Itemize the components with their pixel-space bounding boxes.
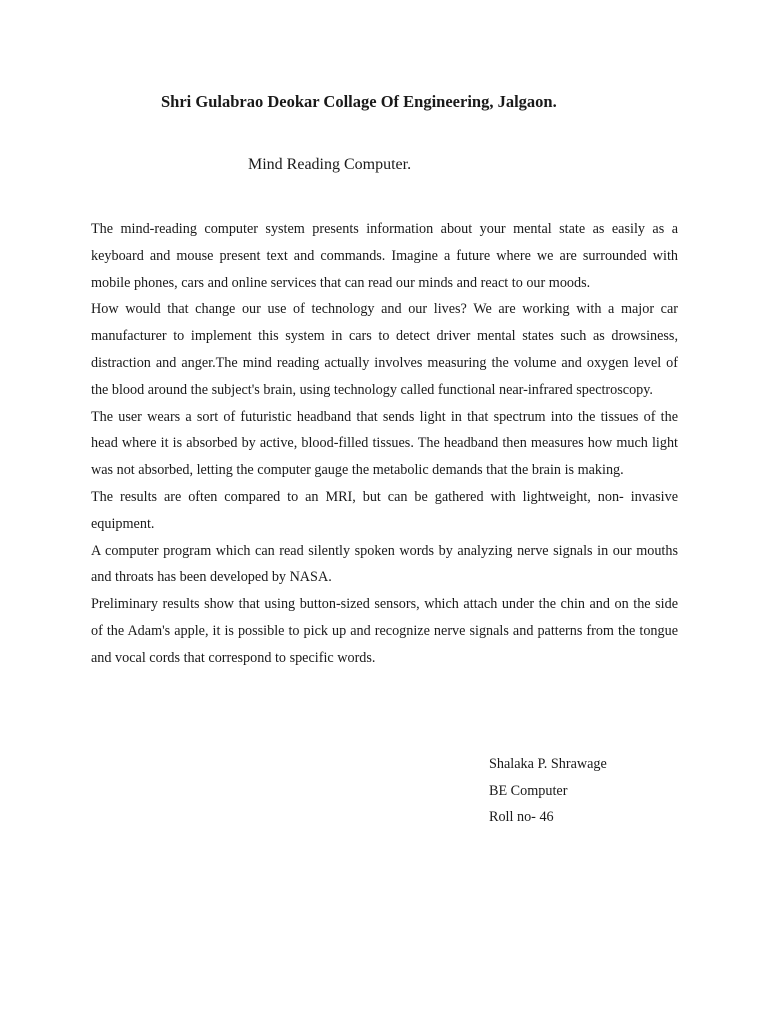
college-title: Shri Gulabrao Deokar Collage Of Engineering, Jalgaon. — [161, 92, 557, 111]
author-roll-number: Roll no- 46 — [489, 809, 554, 825]
signature-block — [489, 751, 607, 831]
document-subtitle: Mind Reading Computer. — [248, 156, 412, 173]
paragraph: Preliminary results show that using button-sized sensors, which attach under the chin and on the side of the Adam's apple, it is possible to pick up and recognize nerve signals and patterns from the tongue and vocal cords that correspond to specific words. — [91, 596, 678, 666]
paragraph: How would that change our use of technology and our lives? We are working with a major car manufacturer to implement this system in cars to detect driver mental states such as drowsiness, distraction and anger.The mind reading actually involves measuring the volume and oxygen level of the blood around the subject's brain, using technology called functional near-infrared spectroscopy. — [91, 301, 678, 398]
paragraph: The results are often compared to an MRI, but can be gathered with lightweight, non- invasive equipment. — [91, 488, 678, 532]
paragraph: A computer program which can read silently spoken words by analyzing nerve signals in our mouths and throats has been developed by NASA. — [91, 542, 678, 586]
paragraph: The mind-reading computer system presents information about your mental state as easily as a keyboard and mouse present text and commands. Imagine a future where we are surrounded with mobile phones, cars and online services that can read our minds and react to our moods. — [91, 221, 678, 291]
author-course: BE Computer — [489, 782, 568, 799]
paragraph: The user wears a sort of futuristic headband that sends light in that spectrum into the tissues of the head where it is absorbed by active, blood-filled tissues. The headband then measures how much light was not absorbed, letting the computer gauge the metabolic demands that the brain is making. — [91, 408, 678, 479]
document-body — [91, 216, 678, 672]
author-name: Shalaka P. Shrawage — [489, 756, 607, 772]
